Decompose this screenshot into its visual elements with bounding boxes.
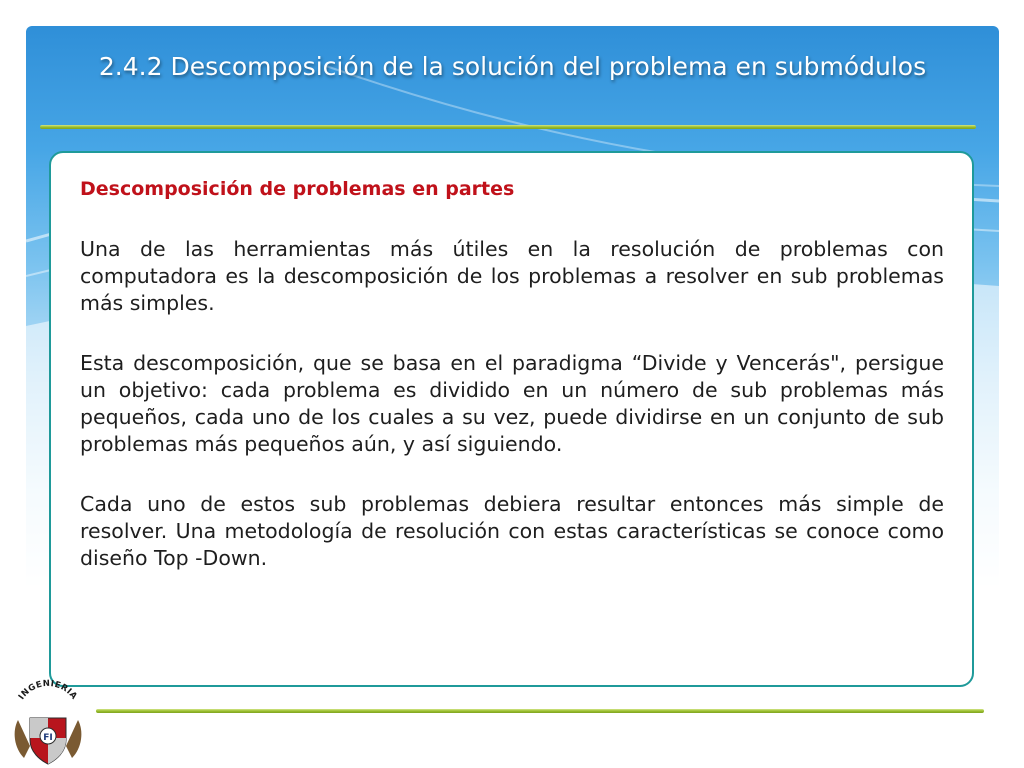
paragraph: Cada uno de estos sub problemas debiera resultar entonces más simple de resolver. Una metodología de resolución con estas características se conoce como diseño Top -Down. [80,492,944,570]
logo-monogram: FI [43,733,53,743]
content-body [80,178,944,605]
eagle-wing-right-icon [66,720,81,758]
title-underline [40,125,976,129]
eagle-wing-left-icon [15,720,30,758]
logo-arc-text: INGENIERIA [16,678,80,702]
engineering-faculty-logo [8,676,88,768]
paragraph: Una de las herramientas más útiles en la resolución de problemas con computadora es la descomposición de los problemas a resolver en sub problemas más simples. [80,237,944,315]
svg-text:INGENIERIA [17,679,79,702]
slide-title: 2.4.2 Descomposición de la solución del problema en submódulos [98,52,927,81]
section-subtitle: Descomposición de problemas en partes [80,178,515,200]
paragraph: Esta descomposición, que se basa en el paradigma “Divide y Vencerás", persigue un objetivo: cada problema es dividido en un número de sub problemas más pequeños, cada uno de los cuales a su vez, puede dividirse en un conjunto de sub problemas más pequeños aún, y así siguiendo. [80,351,944,456]
footer-rule [96,709,984,713]
